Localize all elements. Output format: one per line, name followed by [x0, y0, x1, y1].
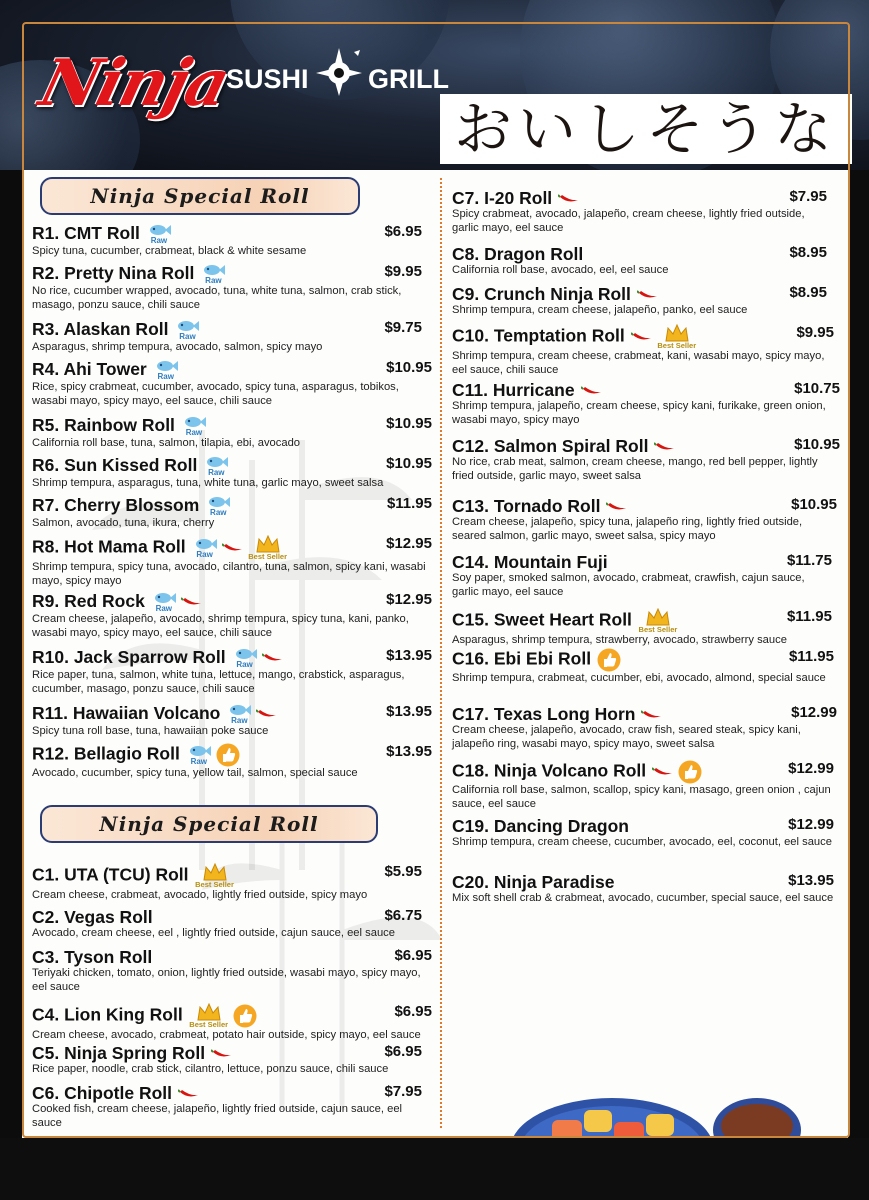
- item-description: Shrimp tempura, asparagus, tuna, white tuna, garlic mayo, sweet salsa: [32, 477, 384, 490]
- item-price: $13.95: [386, 647, 432, 664]
- item-name-row: [452, 648, 834, 672]
- item-name: R7. Cherry Blossom: [32, 495, 200, 515]
- item-price: $12.99: [791, 704, 837, 721]
- item-name: C11. Hurricane: [452, 380, 575, 400]
- raw-badge: [146, 223, 172, 245]
- item-name-row: [32, 907, 422, 927]
- item-description: Avocado, cream cheese, eel , lightly fried outside, cajun sauce, eel sauce: [32, 927, 395, 939]
- raw-label: Raw: [196, 550, 213, 559]
- item-name: C13. Tornado Roll: [452, 496, 601, 516]
- item-description: Asparagus, shrimp tempura, avocado, salmon, spicy mayo: [32, 341, 323, 354]
- menu-item: [32, 359, 432, 408]
- item-price: $12.99: [788, 760, 834, 777]
- column-divider: [440, 178, 442, 1128]
- item-price: $11.95: [786, 608, 832, 625]
- item-price: $13.95: [788, 872, 834, 889]
- item-price: $8.95: [789, 284, 827, 301]
- item-description: Avocado, cucumber, spicy tuna, yellow tail, salmon, special sauce: [32, 767, 358, 779]
- item-description: Soy paper, smoked salmon, avocado, crabmeat, crawfish, cajun sauce, garlic mayo, eel sauce: [452, 572, 805, 598]
- item-tags: [151, 591, 203, 613]
- fish-icon: [193, 537, 217, 551]
- item-description: Shrimp tempura, crabmeat, cucumber, ebi, avocado, almond, special sauce: [452, 672, 826, 684]
- item-price: $10.95: [791, 496, 837, 513]
- item-description: Shrimp tempura, cream cheese, cucumber, avocado, eel, coconut, eel sauce: [452, 836, 832, 848]
- item-name: C7. I-20 Roll: [452, 188, 553, 208]
- item-description: Rice, spicy crabmeat, cucumber, avocado, spicy tuna, asparagus, tobikos, wasabi mayo, spicy mayo, eel sauce, chili sauce: [32, 381, 399, 407]
- item-name-row: [32, 647, 432, 669]
- raw-badge: [192, 537, 218, 559]
- item-name-row: [32, 263, 422, 285]
- chili-pepper-icon: [581, 386, 603, 396]
- item-description: Teriyaki chicken, tomato, onion, lightly fried outside, wasabi mayo, spicy mayo, eel sauce: [32, 967, 421, 993]
- item-description: Cooked fish, cream cheese, jalapeño, lightly fried outside, cajun sauce, eel sauce: [32, 1103, 403, 1129]
- item-price: $6.95: [394, 1003, 432, 1020]
- section-header-left-top: [40, 177, 360, 215]
- menu-item: [32, 263, 422, 312]
- item-name: C8. Dragon Roll: [452, 244, 584, 264]
- fish-icon: [233, 647, 257, 661]
- item-description: Cream cheese, avocado, crabmeat, potato hair outside, spicy mayo, eel sauce: [32, 1029, 421, 1041]
- thumbs-up-icon: [216, 743, 240, 767]
- item-tags: [146, 223, 172, 245]
- item-name-row: [32, 223, 422, 245]
- item-tags: [181, 415, 207, 437]
- item-name-row: [452, 188, 827, 208]
- item-name-row: [452, 436, 840, 456]
- fish-icon: [201, 263, 225, 277]
- item-name: C16. Ebi Ebi Roll: [452, 648, 592, 669]
- raw-badge: [153, 359, 179, 381]
- item-description: Rice paper, noodle, crab stick, cilantro, lettuce, ponzu sauce, chili sauce: [32, 1063, 389, 1075]
- raw-label: Raw: [210, 508, 227, 518]
- item-name: R4. Ahi Tower: [32, 359, 147, 379]
- item-price: $6.95: [394, 947, 432, 964]
- item-name: C17. Texas Long Horn: [452, 704, 636, 724]
- item-name-row: [32, 863, 422, 889]
- item-price: $10.95: [386, 455, 432, 472]
- menu-item: [32, 1043, 422, 1077]
- raw-badge: [151, 591, 177, 613]
- item-price: $12.99: [788, 816, 834, 833]
- item-tags: [195, 863, 235, 889]
- item-price: $11.95: [788, 648, 834, 665]
- menu-item: [32, 415, 432, 451]
- item-name-row: [32, 591, 432, 613]
- item-description: No rice, cucumber wrapped, avocado, tuna, white tuna, salmon, crab stick, masago, ponzu sauce, chili sauce: [32, 285, 402, 311]
- section-header-left-bottom: [40, 805, 378, 843]
- chili-pepper-icon: [222, 543, 244, 553]
- menu-item: [452, 704, 837, 751]
- menu-item: [32, 535, 432, 588]
- crown-icon: [665, 324, 689, 342]
- menu-item: [452, 760, 834, 811]
- thumbs-up-icon: [233, 1004, 257, 1028]
- item-name-row: [452, 704, 837, 724]
- item-name: R8. Hot Mama Roll: [32, 536, 186, 557]
- item-price: $7.95: [789, 188, 827, 205]
- item-name-row: [32, 1083, 422, 1103]
- chili-pepper-icon: [631, 332, 653, 342]
- item-tags: [606, 502, 628, 512]
- item-tags: [178, 1089, 200, 1099]
- item-name-row: [452, 608, 832, 634]
- raw-badge: [174, 319, 200, 341]
- chili-pepper-icon: [637, 290, 659, 300]
- raw-label: Raw: [157, 372, 174, 382]
- raw-badge: [205, 495, 231, 517]
- chili-pepper-icon: [178, 1089, 200, 1099]
- menu-item: [452, 324, 834, 377]
- item-price: $10.75: [794, 380, 840, 397]
- item-price: $11.95: [386, 495, 432, 512]
- item-name-row: [452, 244, 827, 264]
- item-tags: [203, 455, 229, 477]
- item-description: Cream cheese, jalapeño, avocado, craw fish, seared steak, spicy kani, jalapeño ring, wasabi mayo, spicy mayo, sweet salsa: [452, 724, 801, 750]
- fish-icon: [147, 223, 171, 237]
- item-price: $6.75: [384, 907, 422, 924]
- menu-item: [32, 863, 422, 903]
- item-tags: [652, 760, 702, 784]
- menu-item: [32, 947, 432, 994]
- menu-item: [452, 648, 834, 686]
- item-description: Cream cheese, crabmeat, avocado, lightly fried outside, spicy mayo: [32, 889, 368, 901]
- item-name: C20. Ninja Paradise: [452, 872, 615, 892]
- raw-badge: [181, 415, 207, 437]
- item-price: $13.95: [386, 703, 432, 720]
- item-description: Shrimp tempura, cream cheese, crabmeat, kani, wasabi mayo, spicy mayo, eel sauce, chili sauce: [452, 350, 825, 376]
- item-name-row: [452, 816, 834, 836]
- thumbs-up-icon: [678, 760, 702, 784]
- menu-item: [32, 1003, 432, 1043]
- fish-icon: [206, 495, 230, 509]
- item-description: Cream cheese, jalapeño, avocado, shrimp tempura, spicy tuna, kani, panko, wasabi mayo, spicy mayo, eel sauce, chili sauce: [32, 613, 409, 639]
- item-price: $9.75: [384, 319, 422, 336]
- item-price: $11.75: [786, 552, 832, 569]
- item-tags: [597, 648, 621, 672]
- item-name: C2. Vegas Roll: [32, 907, 153, 927]
- item-name-row: [32, 743, 432, 767]
- menu-item: [32, 743, 432, 781]
- raw-badge: [232, 647, 258, 669]
- item-name: R3. Alaskan Roll: [32, 319, 169, 339]
- item-tags: [581, 386, 603, 396]
- item-price: $9.95: [384, 263, 422, 280]
- chili-pepper-icon: [256, 709, 278, 719]
- menu-item: [452, 188, 827, 235]
- thumbs-up-icon: [597, 648, 621, 672]
- menu-item: [32, 455, 432, 491]
- raw-badge: [186, 744, 212, 766]
- fish-icon: [154, 359, 178, 373]
- item-price: $13.95: [386, 743, 432, 760]
- item-tags: [558, 194, 580, 204]
- item-tags: [211, 1049, 233, 1059]
- item-name-row: [32, 495, 432, 517]
- item-price: $12.95: [386, 535, 432, 552]
- item-tags: [654, 442, 676, 452]
- chili-pepper-icon: [558, 194, 580, 204]
- raw-label: Raw: [208, 468, 225, 478]
- raw-label: Raw: [231, 716, 248, 726]
- menu-item: [32, 1083, 422, 1130]
- item-price: $10.95: [794, 436, 840, 453]
- header-banner: [0, 0, 869, 170]
- item-description: Mix soft shell crab & crabmeat, avocado, cucumber, special sauce, eel sauce: [452, 892, 834, 904]
- item-name: C10. Temptation Roll: [452, 325, 625, 346]
- chili-pepper-icon: [262, 653, 284, 663]
- item-name: R6. Sun Kissed Roll: [32, 455, 198, 475]
- menu-item: [452, 436, 840, 483]
- item-tags: [638, 608, 678, 634]
- best-seller-badge: [638, 608, 678, 634]
- item-name: R9. Red Rock: [32, 591, 145, 611]
- item-name-row: [32, 1043, 422, 1063]
- menu-item: [452, 284, 827, 318]
- item-tags: [232, 647, 284, 669]
- item-description: Rice paper, tuna, salmon, white tuna, lettuce, mango, crabstick, asparagus, cucumber, masago, ponzu sauce, chili sauce: [32, 669, 405, 695]
- menu-item: [452, 380, 840, 427]
- item-name-row: [32, 703, 432, 725]
- item-tags: [174, 319, 200, 341]
- item-tags: [641, 710, 663, 720]
- item-name-row: [452, 380, 840, 400]
- best-seller-label: Best Seller: [189, 1020, 229, 1029]
- section-title: Ninja Special Roll: [99, 812, 319, 836]
- chili-pepper-icon: [181, 597, 203, 607]
- best-seller-badge: [248, 535, 288, 561]
- item-name: C5. Ninja Spring Roll: [32, 1043, 206, 1063]
- fish-icon: [204, 455, 228, 469]
- brand-sushi-text: SUSHI: [226, 64, 309, 94]
- item-tags: [226, 703, 278, 725]
- item-description: Shrimp tempura, cream cheese, jalapeño, panko, eel sauce: [452, 304, 748, 316]
- item-name-row: [32, 947, 432, 967]
- chili-pepper-icon: [211, 1049, 233, 1059]
- item-name: C19. Dancing Dragon: [452, 816, 629, 836]
- menu-item: [452, 552, 832, 599]
- item-tags: [186, 743, 240, 767]
- best-seller-label: Best Seller: [195, 880, 234, 889]
- menu-item: [452, 872, 834, 906]
- best-seller-label: Best Seller: [638, 625, 678, 634]
- raw-badge: [200, 263, 226, 285]
- item-tags: [631, 324, 697, 350]
- item-tags: [189, 1003, 257, 1029]
- raw-label: Raw: [205, 276, 222, 286]
- item-name-row: [452, 324, 834, 350]
- item-tags: [205, 495, 231, 517]
- fish-icon: [227, 703, 251, 717]
- crown-icon: [646, 608, 670, 626]
- item-price: $7.95: [384, 1083, 422, 1100]
- item-tags: [153, 359, 179, 381]
- item-name: C15. Sweet Heart Roll: [452, 609, 632, 630]
- item-name-row: [452, 284, 827, 304]
- item-description: Asparagus, shrimp tempura, strawberry, avocado, strawberry sauce: [452, 634, 787, 646]
- best-seller-label: Best Seller: [657, 341, 697, 350]
- item-description: Spicy tuna, cucumber, crabmeat, black & white sesame: [32, 245, 307, 258]
- menu-item: [32, 319, 422, 355]
- menu-item: [32, 907, 422, 941]
- menu-item: [452, 608, 832, 648]
- item-name-row: [32, 1003, 432, 1029]
- menu-item: [452, 496, 837, 543]
- item-description: Cream cheese, jalapeño, spicy tuna, jalapeño ring, lightly fried outside, seared salmon, garlic mayo, sweet salsa, spicy mayo: [452, 516, 803, 542]
- item-price: $9.95: [796, 324, 834, 341]
- raw-label: Raw: [179, 332, 196, 342]
- menu-item: [32, 223, 422, 259]
- chili-pepper-icon: [652, 767, 674, 777]
- menu-item: [452, 816, 834, 850]
- best-seller-badge: [657, 324, 697, 350]
- item-name: R12. Bellagio Roll: [32, 743, 180, 764]
- sushi-platter-photo: [492, 1080, 822, 1138]
- item-name-row: [452, 496, 837, 516]
- item-name-row: [452, 552, 832, 572]
- japanese-tagline: おいしそうな: [440, 94, 852, 164]
- item-tags: [637, 290, 659, 300]
- menu-item: [32, 591, 432, 640]
- chili-pepper-icon: [654, 442, 676, 452]
- menu-content: [22, 170, 848, 1138]
- raw-label: Raw: [155, 604, 173, 614]
- item-description: Salmon, avocado, tuna, ikura, cherry: [32, 517, 215, 530]
- item-description: California roll base, salmon, scallop, spicy kani, masago, green onion , cajun sauce, eel sauce: [452, 784, 831, 810]
- item-description: California roll base, tuna, salmon, tilapia, ebi, avocado: [32, 437, 301, 450]
- fish-icon: [175, 319, 199, 333]
- fish-icon: [182, 415, 206, 429]
- item-description: Spicy tuna roll base, tuna, hawaiian poke sauce: [32, 725, 269, 738]
- item-name: C1. UTA (TCU) Roll: [32, 864, 189, 885]
- raw-badge: [226, 703, 252, 725]
- raw-label: Raw: [185, 428, 203, 438]
- item-name: R5. Rainbow Roll: [32, 415, 175, 435]
- chili-pepper-icon: [606, 502, 628, 512]
- menu-item: [32, 647, 432, 696]
- best-seller-badge: [195, 863, 235, 889]
- item-description: No rice, crab meat, salmon, cream cheese, mango, red bell pepper, lightly fried outside, garlic mayo, sweet salsa: [452, 456, 818, 482]
- item-name-row: [32, 359, 432, 381]
- raw-label: Raw: [190, 757, 208, 766]
- item-description: Shrimp tempura, jalapeño, cream cheese, spicy kani, furikake, green onion, wasabi mayo, spicy mayo: [452, 400, 826, 426]
- crown-icon: [256, 535, 280, 553]
- brand-script-logo: Ninja: [32, 46, 236, 121]
- item-name: R11. Hawaiian Volcano: [32, 703, 221, 723]
- item-name-row: [32, 415, 432, 437]
- item-name-row: [32, 319, 422, 341]
- item-price: $6.95: [384, 223, 422, 240]
- raw-label: Raw: [150, 236, 168, 246]
- raw-badge: [203, 455, 229, 477]
- item-name: C12. Salmon Spiral Roll: [452, 436, 649, 456]
- item-name: C14. Mountain Fuji: [452, 552, 608, 572]
- item-tags: [200, 263, 226, 285]
- item-description: Spicy crabmeat, avocado, jalapeño, cream cheese, lightly fried outside, garlic mayo, eel sauce: [452, 208, 805, 234]
- item-price: $10.95: [386, 415, 432, 432]
- fish-icon: [187, 744, 211, 758]
- item-tags: [192, 535, 288, 561]
- crown-icon: [203, 863, 227, 881]
- best-seller-badge: [189, 1003, 229, 1029]
- menu-item: [32, 703, 432, 739]
- item-price: $10.95: [386, 359, 432, 376]
- raw-label: Raw: [236, 660, 253, 670]
- item-name-row: [32, 535, 432, 561]
- item-name: R2. Pretty Nina Roll: [32, 263, 195, 283]
- item-name-row: [452, 872, 834, 892]
- item-name-row: [452, 760, 834, 784]
- item-price: $6.95: [384, 1043, 422, 1060]
- item-name-row: [32, 455, 432, 477]
- item-price: $5.95: [384, 863, 422, 880]
- menu-item: [452, 244, 827, 278]
- crown-icon: [197, 1003, 221, 1021]
- fish-icon: [152, 591, 176, 605]
- ninja-star-logo-icon: [314, 46, 364, 96]
- item-name: C6. Chipotle Roll: [32, 1083, 172, 1103]
- item-description: Shrimp tempura, spicy tuna, avocado, cilantro, tuna, salmon, spicy kani, wasabi mayo, spicy mayo: [32, 561, 426, 587]
- item-name: C4. Lion King Roll: [32, 1004, 183, 1025]
- brand-grill-text: GRILL: [368, 64, 449, 94]
- item-price: $8.95: [789, 244, 827, 261]
- item-name: R1. CMT Roll: [32, 223, 140, 243]
- section-title: Ninja Special Roll: [90, 184, 310, 208]
- item-name: C3. Tyson Roll: [32, 947, 153, 967]
- item-name: C18. Ninja Volcano Roll: [452, 760, 647, 781]
- footer-band: [0, 1138, 869, 1200]
- menu-item: [32, 495, 432, 531]
- item-description: California roll base, avocado, eel, eel sauce: [452, 264, 669, 276]
- best-seller-label: Best Seller: [248, 552, 288, 561]
- item-name: R10. Jack Sparrow Roll: [32, 647, 226, 667]
- chili-pepper-icon: [641, 710, 663, 720]
- item-name: C9. Crunch Ninja Roll: [452, 284, 631, 304]
- item-price: $12.95: [386, 591, 432, 608]
